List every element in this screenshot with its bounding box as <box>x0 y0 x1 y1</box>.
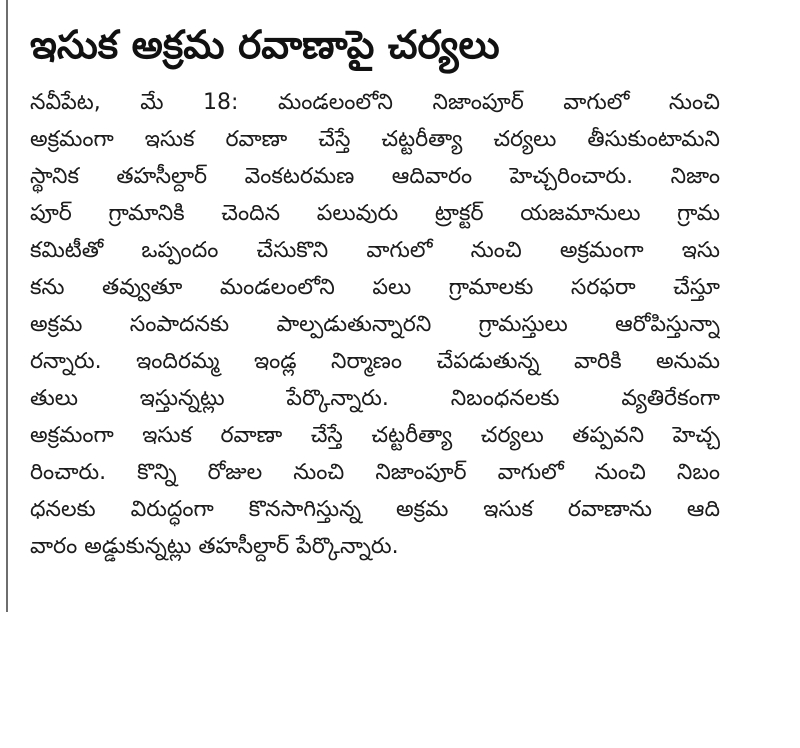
article-line: తులు ఇస్తున్నట్లు పేర్కొన్నారు. నిబంధనలకు వ్యతిరేకంగా <box>30 386 720 411</box>
article-line: పూర్ గ్రామానికి చెందిన పలువురు ట్రాక్టర్ యజమానులు గ్రామ <box>30 201 720 226</box>
article-headline: ఇసుక అక్రమ రవాణాపై చర్యలు <box>30 23 500 68</box>
article-line: రించారు. కొన్ని రోజుల నుంచి నిజాంపూర్ వాగులో నుంచి నిబం <box>30 460 720 485</box>
article-line: నవీపేట, మే 18: మండలంలోని నిజాంపూర్ వాగులో నుంచి <box>30 90 720 115</box>
article-line: కను తవ్వుతూ మండలంలోని పలు గ్రామాలకు సరఫరా చేస్తూ <box>30 275 720 300</box>
article-body <box>30 84 720 565</box>
article-line: వారం అడ్డుకున్నట్లు తహసీల్దార్ పేర్కొన్నారు. <box>30 534 399 559</box>
article-line: అక్రమ సంపాదనకు పాల్పడుతున్నారని గ్రామస్తులు ఆరోపిస్తున్నా <box>30 312 720 337</box>
article-line: అక్రమంగా ఇసుక రవాణా చేస్తే చట్టరీత్యా చర్యలు తప్పవని హెచ్చ <box>30 423 720 448</box>
article-line: ధనలకు విరుద్ధంగా కొనసాగిస్తున్న అక్రమ ఇసుక రవాణాను ఆది <box>30 497 720 522</box>
article-line: కమిటీతో ఒప్పందం చేసుకొని వాగులో నుంచి అక్రమంగా ఇసు <box>30 238 720 263</box>
article-line: స్థానిక తహసీల్దార్ వెంకటరమణ ఆదివారం హెచ్చరించారు. నిజాం <box>30 164 720 189</box>
cropped-text-remnant <box>120 0 420 5</box>
article-line: రన్నారు. ఇందిరమ్మ ఇండ్ల నిర్మాణం చేపడుతున్న వారికి అనుమ <box>30 349 720 374</box>
column-divider <box>6 0 8 612</box>
article-line: అక్రమంగా ఇసుక రవాణా చేస్తే చట్టరీత్యా చర్యలు తీసుకుంటామని <box>30 127 720 152</box>
